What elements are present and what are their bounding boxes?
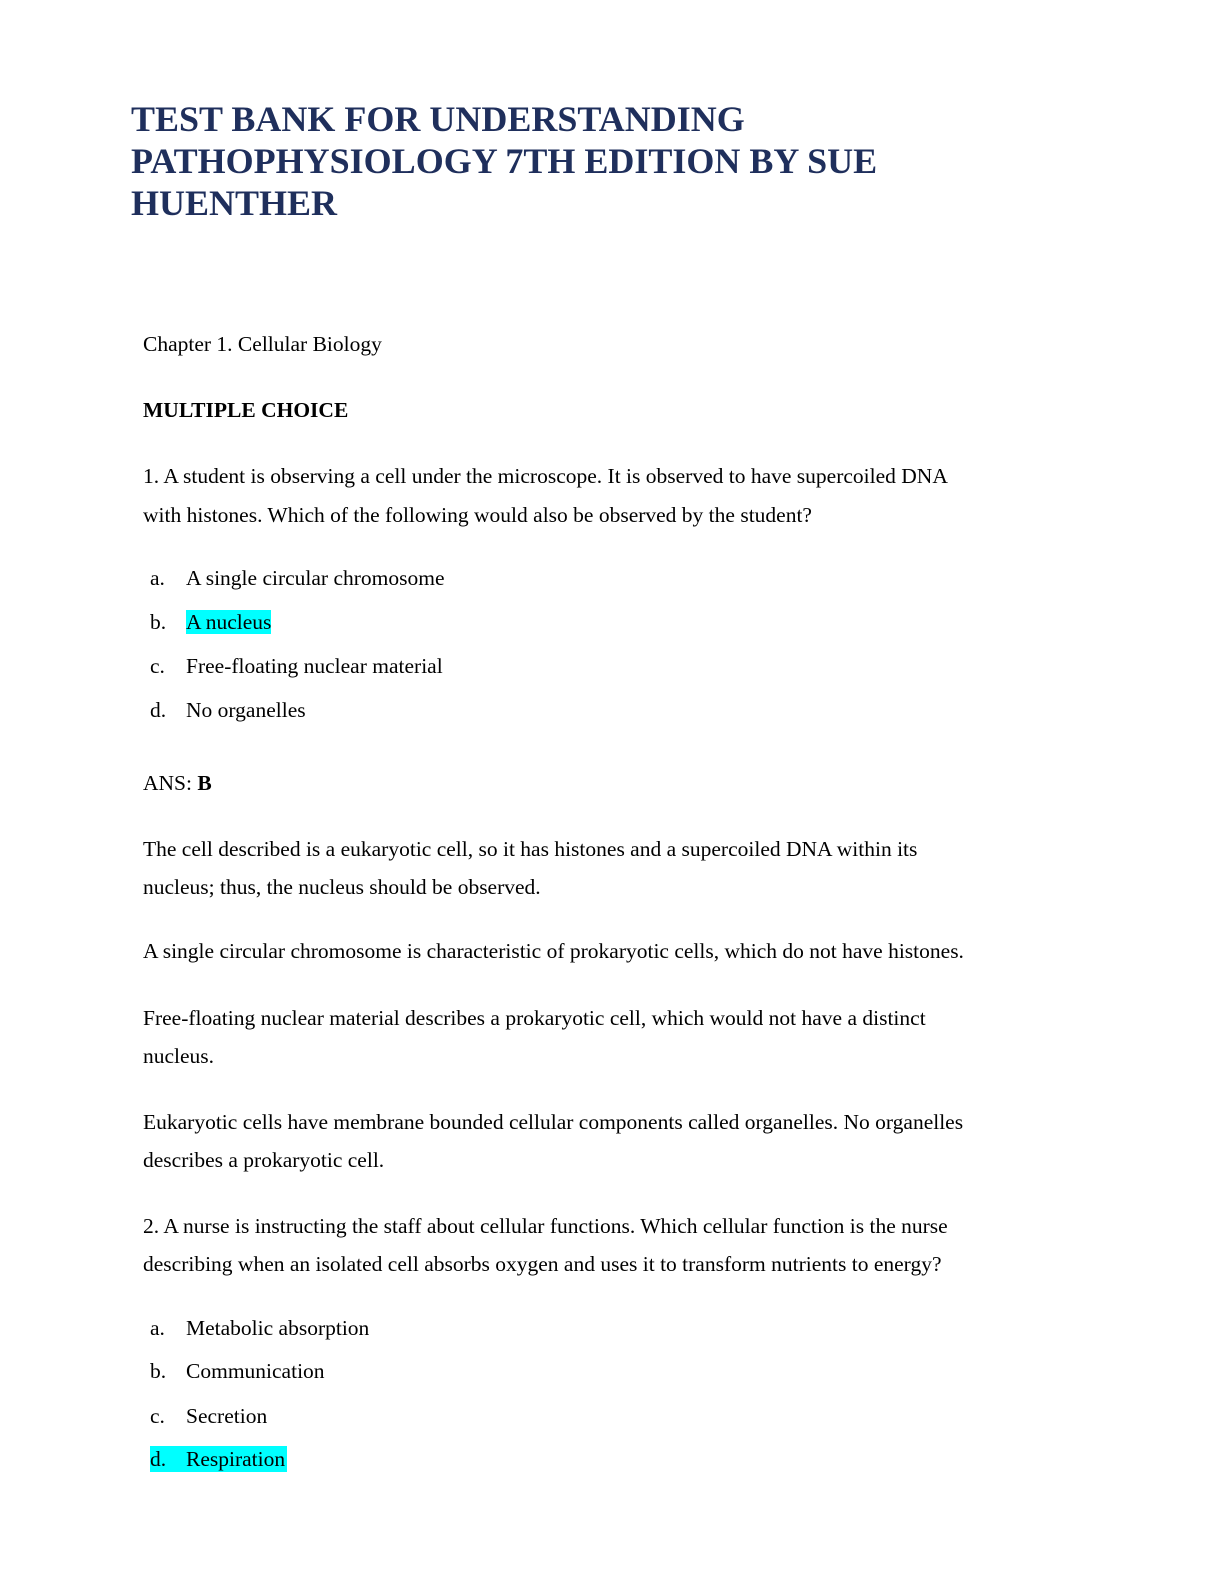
question-2-option-d-highlighted	[150, 1446, 287, 1472]
option-text-highlighted: A nucleus	[186, 610, 272, 634]
rationale-paragraph-3-line-1: Free-floating nuclear material describes a prokaryotic cell, which would not have a distinct	[143, 1006, 926, 1030]
question-1-answer	[143, 764, 212, 802]
option-letter: a.	[150, 1316, 165, 1340]
question-1-option-a	[150, 565, 445, 591]
rationale-paragraph-4-line-1: Eukaryotic cells have membrane bounded cellular components called organelles. No organelles	[143, 1110, 964, 1134]
answer-value: B	[197, 771, 212, 795]
option-text: Communication	[186, 1359, 325, 1383]
question-1-option-c	[150, 653, 443, 679]
option-text: No organelles	[186, 698, 306, 722]
question-2-stem-line-1: 2. A nurse is instructing the staff about cellular functions. Which cellular function is the nurse	[143, 1214, 948, 1238]
option-letter: c.	[150, 1404, 165, 1428]
question-1-option-d	[150, 697, 306, 723]
question-2-stem-line-2: describing when an isolated cell absorbs oxygen and uses it to transform nutrients to energy?	[143, 1252, 942, 1276]
question-2-option-a	[150, 1315, 369, 1341]
option-text: Free-floating nuclear material	[186, 654, 443, 678]
question-2-option-c	[150, 1403, 267, 1429]
question-1-stem-line-1: 1. A student is observing a cell under the microscope. It is observed to have supercoiled DNA	[143, 464, 948, 488]
option-letter: d.	[150, 698, 167, 722]
option-letter: b.	[150, 1359, 167, 1383]
option-text: Secretion	[186, 1404, 268, 1428]
option-text: Respiration	[186, 1447, 286, 1471]
chapter-heading: Chapter 1. Cellular Biology	[143, 332, 382, 356]
document-title	[131, 98, 1031, 224]
title-line: TEST BANK FOR UNDERSTANDING	[131, 99, 745, 139]
answer-label: ANS:	[143, 771, 198, 795]
option-letter: b.	[150, 610, 167, 634]
question-1-stem-line-2: with histones. Which of the following would also be observed by the student?	[143, 503, 812, 527]
option-letter: d.	[150, 1447, 167, 1471]
option-text: Metabolic absorption	[186, 1316, 370, 1340]
option-letter: a.	[150, 566, 165, 590]
option-letter: c.	[150, 654, 165, 678]
rationale-paragraph-4-line-2: describes a prokaryotic cell.	[143, 1148, 385, 1172]
rationale-paragraph-2: A single circular chromosome is characteristic of prokaryotic cells, which do not have histones.	[143, 939, 964, 963]
option-text: A single circular chromosome	[186, 566, 445, 590]
rationale-paragraph-1-line-2: nucleus; thus, the nucleus should be observed.	[143, 875, 541, 899]
rationale-paragraph-1-line-1: The cell described is a eukaryotic cell, so it has histones and a supercoiled DNA within its	[143, 837, 918, 861]
question-2-option-b	[150, 1358, 325, 1384]
section-heading: MULTIPLE CHOICE	[143, 398, 349, 422]
title-line: PATHOPHYSIOLOGY 7TH EDITION BY SUE	[131, 141, 878, 181]
title-line: HUENTHER	[131, 183, 338, 223]
question-1-option-b	[150, 609, 271, 635]
rationale-paragraph-3-line-2: nucleus.	[143, 1044, 215, 1068]
